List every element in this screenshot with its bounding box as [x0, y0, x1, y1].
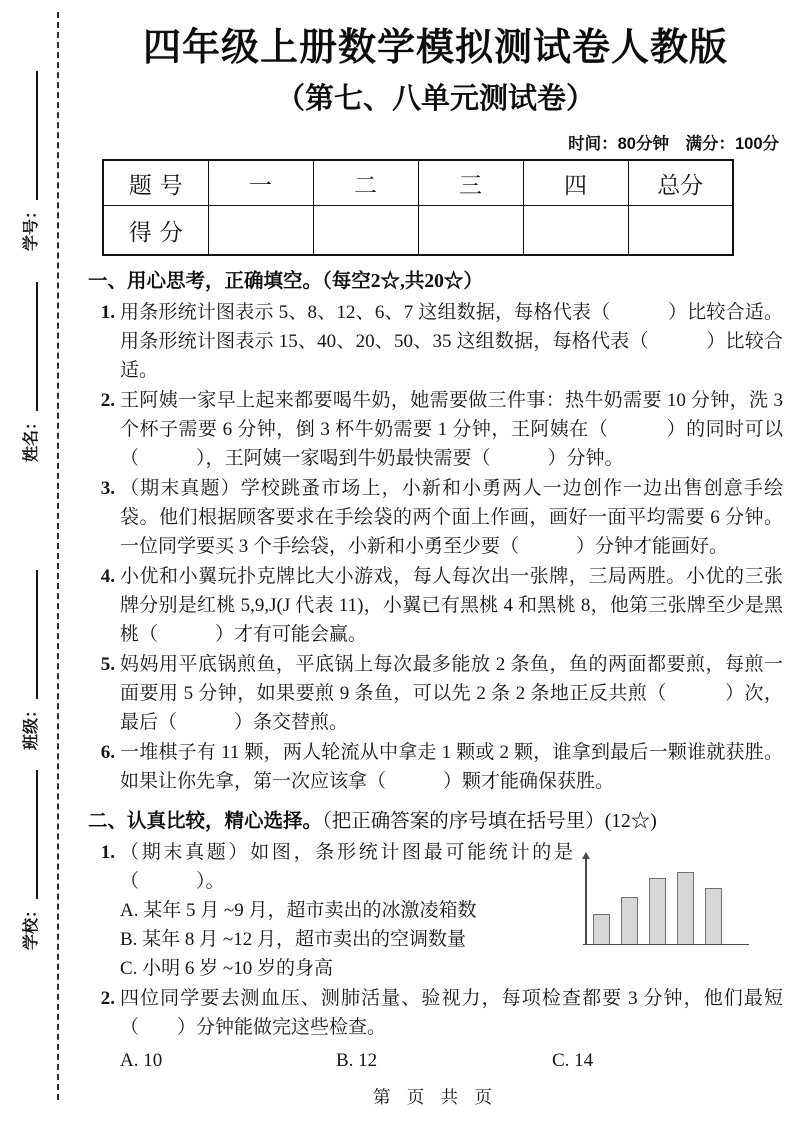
question-s1-2 — [88, 386, 783, 473]
score-table-header-cell: 一 — [208, 160, 313, 205]
score-table-score-row — [103, 205, 733, 255]
page-title: 四年级上册数学模拟测试卷人教版 — [142, 27, 728, 69]
question-text: 妈妈用平底锅煎鱼，平底锅上每次最多能放 2 条鱼，鱼的两面都要煎，每煎一面要用 5 分钟，如果要煎 9 条鱼，可以先 2 条 2 条地正反共煎（ ）次，最后（ ）条交替煎。 — [120, 654, 783, 734]
section2-heading — [88, 807, 783, 836]
question-number: 3. — [100, 478, 115, 500]
question-text: （期末真题）学校跳蚤市场上，小新和小勇两人一边创作一边出售创意手绘袋。他们根据顾客要求在手绘袋的两个面上作画，画好一面平均需要 6 分钟。一位同学要买 3 个手绘袋，小新和小勇至少要（ ）分钟才能画好。 — [120, 478, 783, 558]
option-b: B. 某年 8 月 ~12 月，超市卖出的空调数量 — [120, 929, 466, 951]
chart-x-axis — [583, 944, 749, 946]
question-s1-5 — [88, 650, 783, 737]
score-table — [102, 159, 734, 256]
question-s2-1 — [88, 838, 783, 983]
question-text: 一堆棋子有 11 颗，两人轮流从中拿走 1 颗或 2 颗，谁拿到最后一颗谁就获胜。如果让你先拿，第一次应该拿（ ）颗才能确保获胜。 — [120, 742, 783, 793]
student-id-blank-line — [36, 71, 38, 200]
chart-bar — [621, 897, 638, 944]
class-label: 班级： — [23, 701, 40, 750]
score-cell — [418, 205, 523, 255]
section2-title: 二、认真比较，精心选择。 — [88, 810, 323, 833]
school-blank-line — [36, 770, 38, 899]
name-blank-line — [36, 282, 38, 411]
bar-chart — [583, 841, 749, 945]
question-text: 王阿姨一家早上起来都要喝牛奶，她需要做三件事：热牛奶需要 10 分钟，洗 3 个杯子需要 6 分钟，倒 3 杯牛奶需要 1 分钟，王阿姨在（ ）的同时可以（ ），王阿姨一家喝到牛奶最快需要（ ）分钟。 — [120, 390, 783, 470]
exam-time-score-info: 时间：80分钟 满分：100分 — [568, 135, 779, 154]
question-text: 用条形统计图表示 5、8、12、6、7 这组数据，每格代表（ ）比较合适。用条形统计图表示 15、40、20、50、35 这组数据，每格代表（ ）比较合适。 — [120, 302, 783, 382]
name-field — [19, 282, 41, 462]
question-text: （期末真题）如图，条形统计图最可能统计的是（ ）。 A. 某年 5 月 ~9 月，超市卖出的冰激凌箱数 B. 某年 8 月 ~12 月，超市卖出的空调数量 C. 小明 6 岁 ~10 岁的身高 — [120, 838, 783, 983]
score-cell — [628, 205, 733, 255]
school-label: 学校： — [23, 901, 40, 950]
question-number: 1. — [100, 842, 115, 864]
option-b: B. 12 — [336, 1050, 378, 1072]
question-number: 4. — [100, 566, 115, 588]
chart-bar — [649, 878, 666, 944]
section1-title: 一、用心思考，正确填空。 — [88, 270, 323, 293]
score-table-header-cell: 题号 — [103, 160, 208, 205]
section1-heading — [88, 267, 783, 296]
question-number: 6. — [100, 742, 115, 764]
question-text: 小优和小翼玩扑克牌比大小游戏，每人每次出一张牌，三局两胜。小优的三张牌分别是红桃 5,9,J(J 代表 11)，小翼已有黑桃 4 和黑桃 8，他第三张牌至少是黑桃（ ）才有可能会赢。 — [120, 566, 783, 646]
exam-source-tag: （期末真题） — [120, 842, 251, 864]
score-table-header-row — [103, 160, 733, 205]
question-s1-3 — [88, 474, 783, 561]
question-number: 1. — [100, 302, 115, 324]
chart-bar — [677, 872, 694, 944]
question-text: 四位同学要去测血压、测肺活量、验视力，每项检查都要 3 分钟，他们最短（ ）分钟能做完这些检查。 A. 10 B. 12 C. 14 — [120, 984, 783, 1075]
chart-bar — [593, 914, 610, 944]
question-s1-4 — [88, 562, 783, 649]
score-cell — [523, 205, 628, 255]
question-number: 5. — [100, 654, 115, 676]
page-footer: 第 页 共 页 — [372, 1087, 499, 1107]
question-s2-2 — [88, 984, 783, 1075]
score-cell — [208, 205, 313, 255]
options-row — [120, 1046, 783, 1075]
chart-bar — [705, 888, 722, 944]
exam-source-tag: （期末真题） — [120, 478, 241, 500]
question-s1-1 — [88, 298, 783, 385]
score-table-header-cell: 总分 — [628, 160, 733, 205]
arrow-up-icon — [582, 852, 590, 859]
section2-points-note: （把正确答案的序号填在括号里）(12☆) — [322, 811, 657, 833]
class-field — [19, 570, 41, 750]
section1-points-note: （每空2☆,共20☆） — [322, 271, 483, 293]
main-content — [88, 20, 783, 1075]
score-cell — [313, 205, 418, 255]
page-subtitle: （第七、八单元测试卷） — [275, 82, 595, 115]
score-table-header-cell: 三 — [418, 160, 523, 205]
chart-bars — [593, 872, 722, 944]
score-table-header-cell: 四 — [523, 160, 628, 205]
question-number: 2. — [100, 390, 115, 412]
option-a: A. 10 — [120, 1050, 163, 1072]
score-table-header-cell: 二 — [313, 160, 418, 205]
class-blank-line — [36, 570, 38, 699]
name-label: 姓名： — [23, 413, 40, 462]
question-number: 2. — [100, 988, 115, 1010]
fold-dashed-line — [57, 12, 59, 1100]
school-field — [19, 770, 41, 950]
option-c: C. 14 — [552, 1050, 594, 1072]
question-s1-6 — [88, 738, 783, 796]
score-row-label: 得分 — [103, 205, 208, 255]
option-a: A. 某年 5 月 ~9 月，超市卖出的冰激凌箱数 — [120, 900, 477, 922]
student-id-label: 学号： — [23, 202, 40, 251]
chart-y-axis — [585, 858, 587, 944]
student-id-field — [19, 71, 41, 251]
option-c: C. 小明 6 岁 ~10 岁的身高 — [120, 958, 333, 980]
